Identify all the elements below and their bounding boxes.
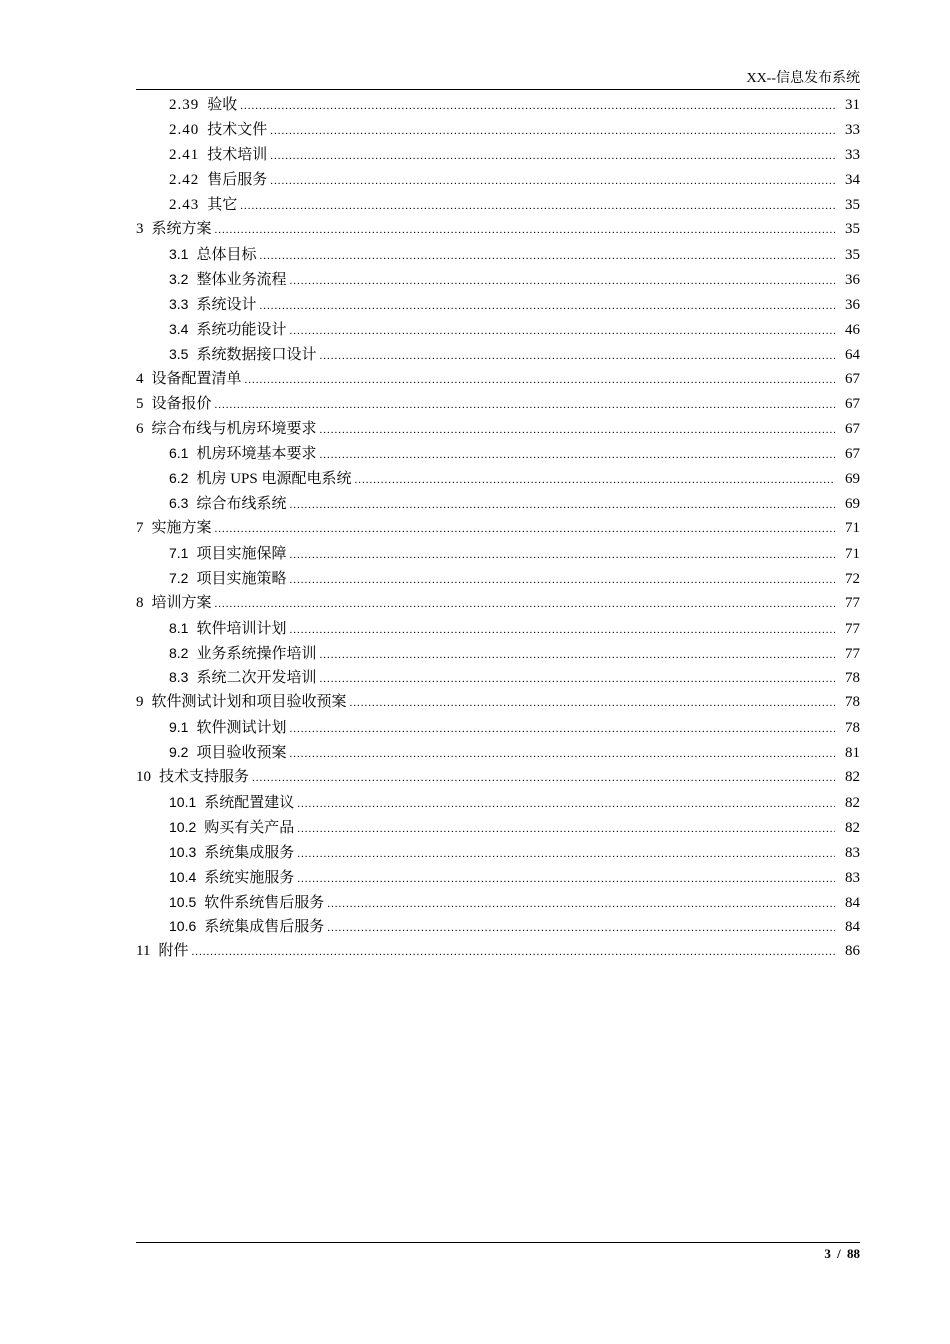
toc-entry-title: 实施方案 — [151, 520, 212, 537]
toc-entry[interactable] — [136, 591, 860, 616]
toc-entry-title: 系统配置建议 — [204, 794, 295, 811]
toc-entry-number: 9 — [136, 694, 144, 711]
toc-entry-page: 67 — [845, 395, 860, 412]
toc-entry[interactable] — [136, 466, 860, 491]
header-rule — [136, 89, 860, 90]
toc-dot-leader — [319, 344, 835, 369]
toc-entry-page: 36 — [845, 272, 860, 289]
toc-dot-leader — [270, 119, 835, 144]
toc-entry-page: 81 — [845, 745, 860, 762]
toc-entry-page: 78 — [845, 694, 860, 711]
toc-entry-page: 69 — [845, 496, 860, 513]
toc-dot-leader — [289, 618, 835, 643]
toc-entry[interactable] — [136, 516, 860, 541]
toc-entry[interactable] — [136, 118, 860, 143]
toc-entry[interactable] — [136, 815, 860, 840]
toc-entry-number: 2.42 — [169, 171, 200, 188]
page-indicator: 3 / 88 — [824, 1246, 860, 1261]
toc-entry-title: 技术文件 — [207, 121, 268, 138]
toc-entry-number: 2.40 — [169, 121, 200, 138]
toc-dot-leader — [289, 568, 835, 593]
toc-entry-number: 7 — [136, 520, 144, 537]
toc-dot-leader — [297, 817, 835, 842]
toc-entry-title: 技术支持服务 — [159, 769, 250, 786]
toc-dot-leader — [252, 766, 835, 791]
footer-rule — [136, 1242, 860, 1243]
toc-dot-leader — [289, 319, 835, 344]
toc-entry-page: 33 — [845, 146, 860, 163]
toc-entry-title: 项目实施策略 — [196, 570, 287, 587]
toc-dot-leader — [319, 443, 835, 468]
toc-dot-leader — [215, 517, 835, 542]
toc-dot-leader — [289, 717, 835, 742]
toc-entry-title: 技术培训 — [207, 146, 268, 163]
toc-entry-page: 71 — [845, 520, 860, 537]
toc-entry-title: 其它 — [207, 196, 238, 213]
toc-entry-title: 系统集成售后服务 — [204, 919, 325, 936]
toc-entry-number: 6.2 — [169, 470, 189, 487]
toc-entry-number: 5 — [136, 395, 144, 412]
toc-entry-page: 84 — [845, 894, 860, 911]
toc-entry-number: 10.5 — [169, 893, 197, 910]
toc-entry-title: 系统数据接口设计 — [196, 346, 317, 363]
toc-entry-page: 72 — [845, 570, 860, 587]
toc-entry-number: 3.2 — [169, 271, 189, 288]
toc-entry-page: 82 — [845, 769, 860, 786]
toc-entry[interactable] — [136, 665, 860, 690]
toc-entry-title: 系统方案 — [151, 221, 212, 238]
toc-entry-number: 9.2 — [169, 744, 189, 761]
toc-entry[interactable] — [136, 168, 860, 193]
toc-entry-number: 10.6 — [169, 918, 197, 935]
toc-entry-number: 2.43 — [169, 196, 200, 213]
document-header-title: XX--信息发布系统 — [746, 71, 860, 86]
toc-entry[interactable] — [136, 317, 860, 342]
toc-dot-leader — [320, 418, 835, 443]
toc-entry-number: 6.3 — [169, 495, 189, 512]
toc-entry-page: 71 — [845, 546, 860, 563]
toc-dot-leader — [319, 643, 835, 668]
toc-entry-number: 10.2 — [169, 818, 197, 835]
toc-entry-title: 售后服务 — [207, 171, 268, 188]
toc-entry-title: 系统功能设计 — [196, 322, 287, 339]
toc-entry[interactable] — [136, 765, 860, 790]
toc-entry[interactable] — [136, 217, 860, 242]
toc-dot-leader — [355, 468, 836, 493]
toc-dot-leader — [319, 667, 835, 692]
toc-entry-page: 35 — [845, 221, 860, 238]
toc-entry[interactable] — [136, 541, 860, 566]
toc-entry-number: 8.2 — [169, 644, 189, 661]
toc-entry-title: 软件系统售后服务 — [204, 894, 325, 911]
toc-dot-leader — [327, 892, 835, 917]
toc-entry[interactable] — [136, 292, 860, 317]
toc-dot-leader — [215, 393, 835, 418]
toc-entry-title: 购买有关产品 — [204, 819, 295, 836]
toc-entry-number: 2.39 — [169, 97, 200, 113]
toc-entry-page: 35 — [845, 247, 860, 264]
toc-entry-title: 机房 UPS 电源配电系统 — [196, 471, 352, 488]
toc-entry-title: 系统集成服务 — [204, 844, 295, 861]
toc-entry-title: 软件测试计划 — [196, 720, 287, 737]
toc-entry-page: 34 — [845, 171, 860, 188]
toc-entry-page: 78 — [845, 670, 860, 687]
toc-dot-leader — [297, 867, 835, 892]
toc-dot-leader — [245, 368, 835, 393]
toc-entry[interactable] — [136, 441, 860, 466]
toc-entry-title: 验收 — [207, 97, 238, 113]
toc-dot-leader — [191, 940, 835, 965]
toc-entry-page: 35 — [845, 196, 860, 213]
toc-entry-number: 9.1 — [169, 719, 189, 736]
toc-entry-title: 软件培训计划 — [196, 620, 287, 637]
toc-entry-page: 67 — [845, 370, 860, 387]
toc-entry-number: 8.3 — [169, 669, 189, 686]
toc-dot-leader — [327, 916, 835, 941]
toc-entry-page: 83 — [845, 869, 860, 886]
toc-entry-title: 设备配置清单 — [151, 370, 242, 387]
toc-entry[interactable] — [136, 939, 860, 964]
table-of-contents — [136, 93, 860, 964]
toc-entry-title: 机房环境基本要求 — [196, 446, 317, 463]
toc-entry-title: 综合布线与机房环境要求 — [151, 420, 317, 437]
toc-entry-title: 系统二次开发培训 — [196, 670, 317, 687]
toc-entry-number: 11 — [136, 943, 151, 960]
toc-entry-page: 84 — [845, 919, 860, 936]
toc-entry-page: 69 — [845, 471, 860, 488]
toc-entry-title: 附件 — [158, 943, 189, 960]
toc-entry-number: 7.1 — [169, 545, 189, 562]
toc-entry-page: 82 — [845, 819, 860, 836]
toc-entry-number: 7.2 — [169, 569, 189, 586]
toc-entry-page: 46 — [845, 322, 860, 339]
toc-dot-leader — [215, 592, 835, 617]
toc-dot-leader — [289, 269, 835, 294]
toc-entry-page: 86 — [845, 943, 860, 960]
toc-entry-number: 3.3 — [169, 296, 189, 313]
toc-entry-title: 系统设计 — [196, 297, 257, 314]
toc-entry-page: 77 — [845, 620, 860, 637]
toc-entry[interactable] — [136, 566, 860, 591]
toc-entry-page: 83 — [845, 844, 860, 861]
toc-entry-title: 项目验收预案 — [196, 745, 287, 762]
toc-dot-leader — [297, 792, 835, 817]
toc-entry-number: 3.4 — [169, 321, 189, 338]
toc-dot-leader — [289, 543, 835, 568]
toc-dot-leader — [240, 194, 835, 219]
toc-dot-leader — [270, 144, 835, 169]
toc-entry[interactable] — [136, 790, 860, 815]
toc-entry-number: 10.4 — [169, 868, 197, 885]
toc-entry-title: 项目实施保障 — [196, 546, 287, 563]
toc-entry[interactable] — [136, 342, 860, 367]
toc-entry[interactable] — [136, 193, 860, 218]
toc-entry-title: 整体业务流程 — [196, 272, 287, 289]
toc-entry[interactable] — [136, 840, 860, 865]
toc-dot-leader — [350, 691, 835, 716]
toc-entry-page: 78 — [845, 720, 860, 737]
toc-entry-number: 3 — [136, 221, 144, 238]
toc-entry-number: 10.3 — [169, 843, 197, 860]
toc-entry[interactable] — [136, 865, 860, 890]
toc-entry-title: 设备报价 — [151, 395, 212, 412]
toc-entry[interactable] — [136, 914, 860, 939]
toc-entry-number: 8.1 — [169, 619, 189, 636]
toc-dot-leader — [215, 218, 835, 243]
toc-entry-page: 33 — [845, 121, 860, 138]
toc-entry[interactable] — [136, 641, 860, 666]
toc-entry[interactable] — [136, 143, 860, 168]
toc-entry-page: 64 — [845, 346, 860, 363]
toc-entry[interactable] — [136, 417, 860, 442]
toc-dot-leader — [259, 294, 835, 319]
toc-entry-title: 综合布线系统 — [196, 496, 287, 513]
toc-entry[interactable] — [136, 267, 860, 292]
toc-entry-title: 总体目标 — [196, 247, 257, 264]
toc-entry[interactable] — [136, 392, 860, 417]
toc-entry-page: 77 — [845, 594, 860, 611]
toc-entry-page: 82 — [845, 794, 860, 811]
toc-entry-title: 培训方案 — [151, 594, 212, 611]
toc-entry[interactable] — [136, 690, 860, 715]
toc-entry-number: 10 — [136, 769, 151, 786]
toc-entry-number: 6.1 — [169, 445, 189, 462]
toc-dot-leader — [289, 742, 835, 767]
toc-entry[interactable] — [136, 242, 860, 267]
toc-dot-leader — [259, 244, 835, 269]
toc-entry-number: 4 — [136, 370, 144, 387]
toc-entry-page: 36 — [845, 297, 860, 314]
toc-entry-page: 77 — [845, 645, 860, 662]
toc-entry[interactable] — [136, 740, 860, 765]
toc-dot-leader — [270, 169, 835, 194]
toc-entry[interactable] — [136, 715, 860, 740]
toc-entry-page: 31 — [845, 97, 860, 113]
toc-entry-number: 10.1 — [169, 793, 197, 810]
toc-dot-leader — [297, 842, 835, 867]
toc-entry[interactable] — [136, 890, 860, 915]
toc-entry[interactable] — [136, 93, 860, 118]
toc-entry[interactable] — [136, 491, 860, 516]
toc-entry-title: 系统实施服务 — [204, 869, 295, 886]
toc-entry-number: 6 — [136, 420, 144, 437]
toc-entry-number: 3.5 — [169, 345, 189, 362]
toc-entry-number: 3.1 — [169, 246, 189, 263]
toc-entry-page: 67 — [845, 446, 860, 463]
toc-entry-number: 8 — [136, 594, 144, 611]
toc-entry-title: 软件测试计划和项目验收预案 — [151, 694, 347, 711]
toc-entry[interactable] — [136, 367, 860, 392]
toc-dot-leader — [289, 493, 835, 518]
toc-entry-page: 67 — [845, 420, 860, 437]
toc-entry-number: 2.41 — [169, 146, 200, 163]
toc-entry-title: 业务系统操作培训 — [196, 645, 317, 662]
toc-entry[interactable] — [136, 616, 860, 641]
toc-dot-leader — [240, 94, 835, 119]
